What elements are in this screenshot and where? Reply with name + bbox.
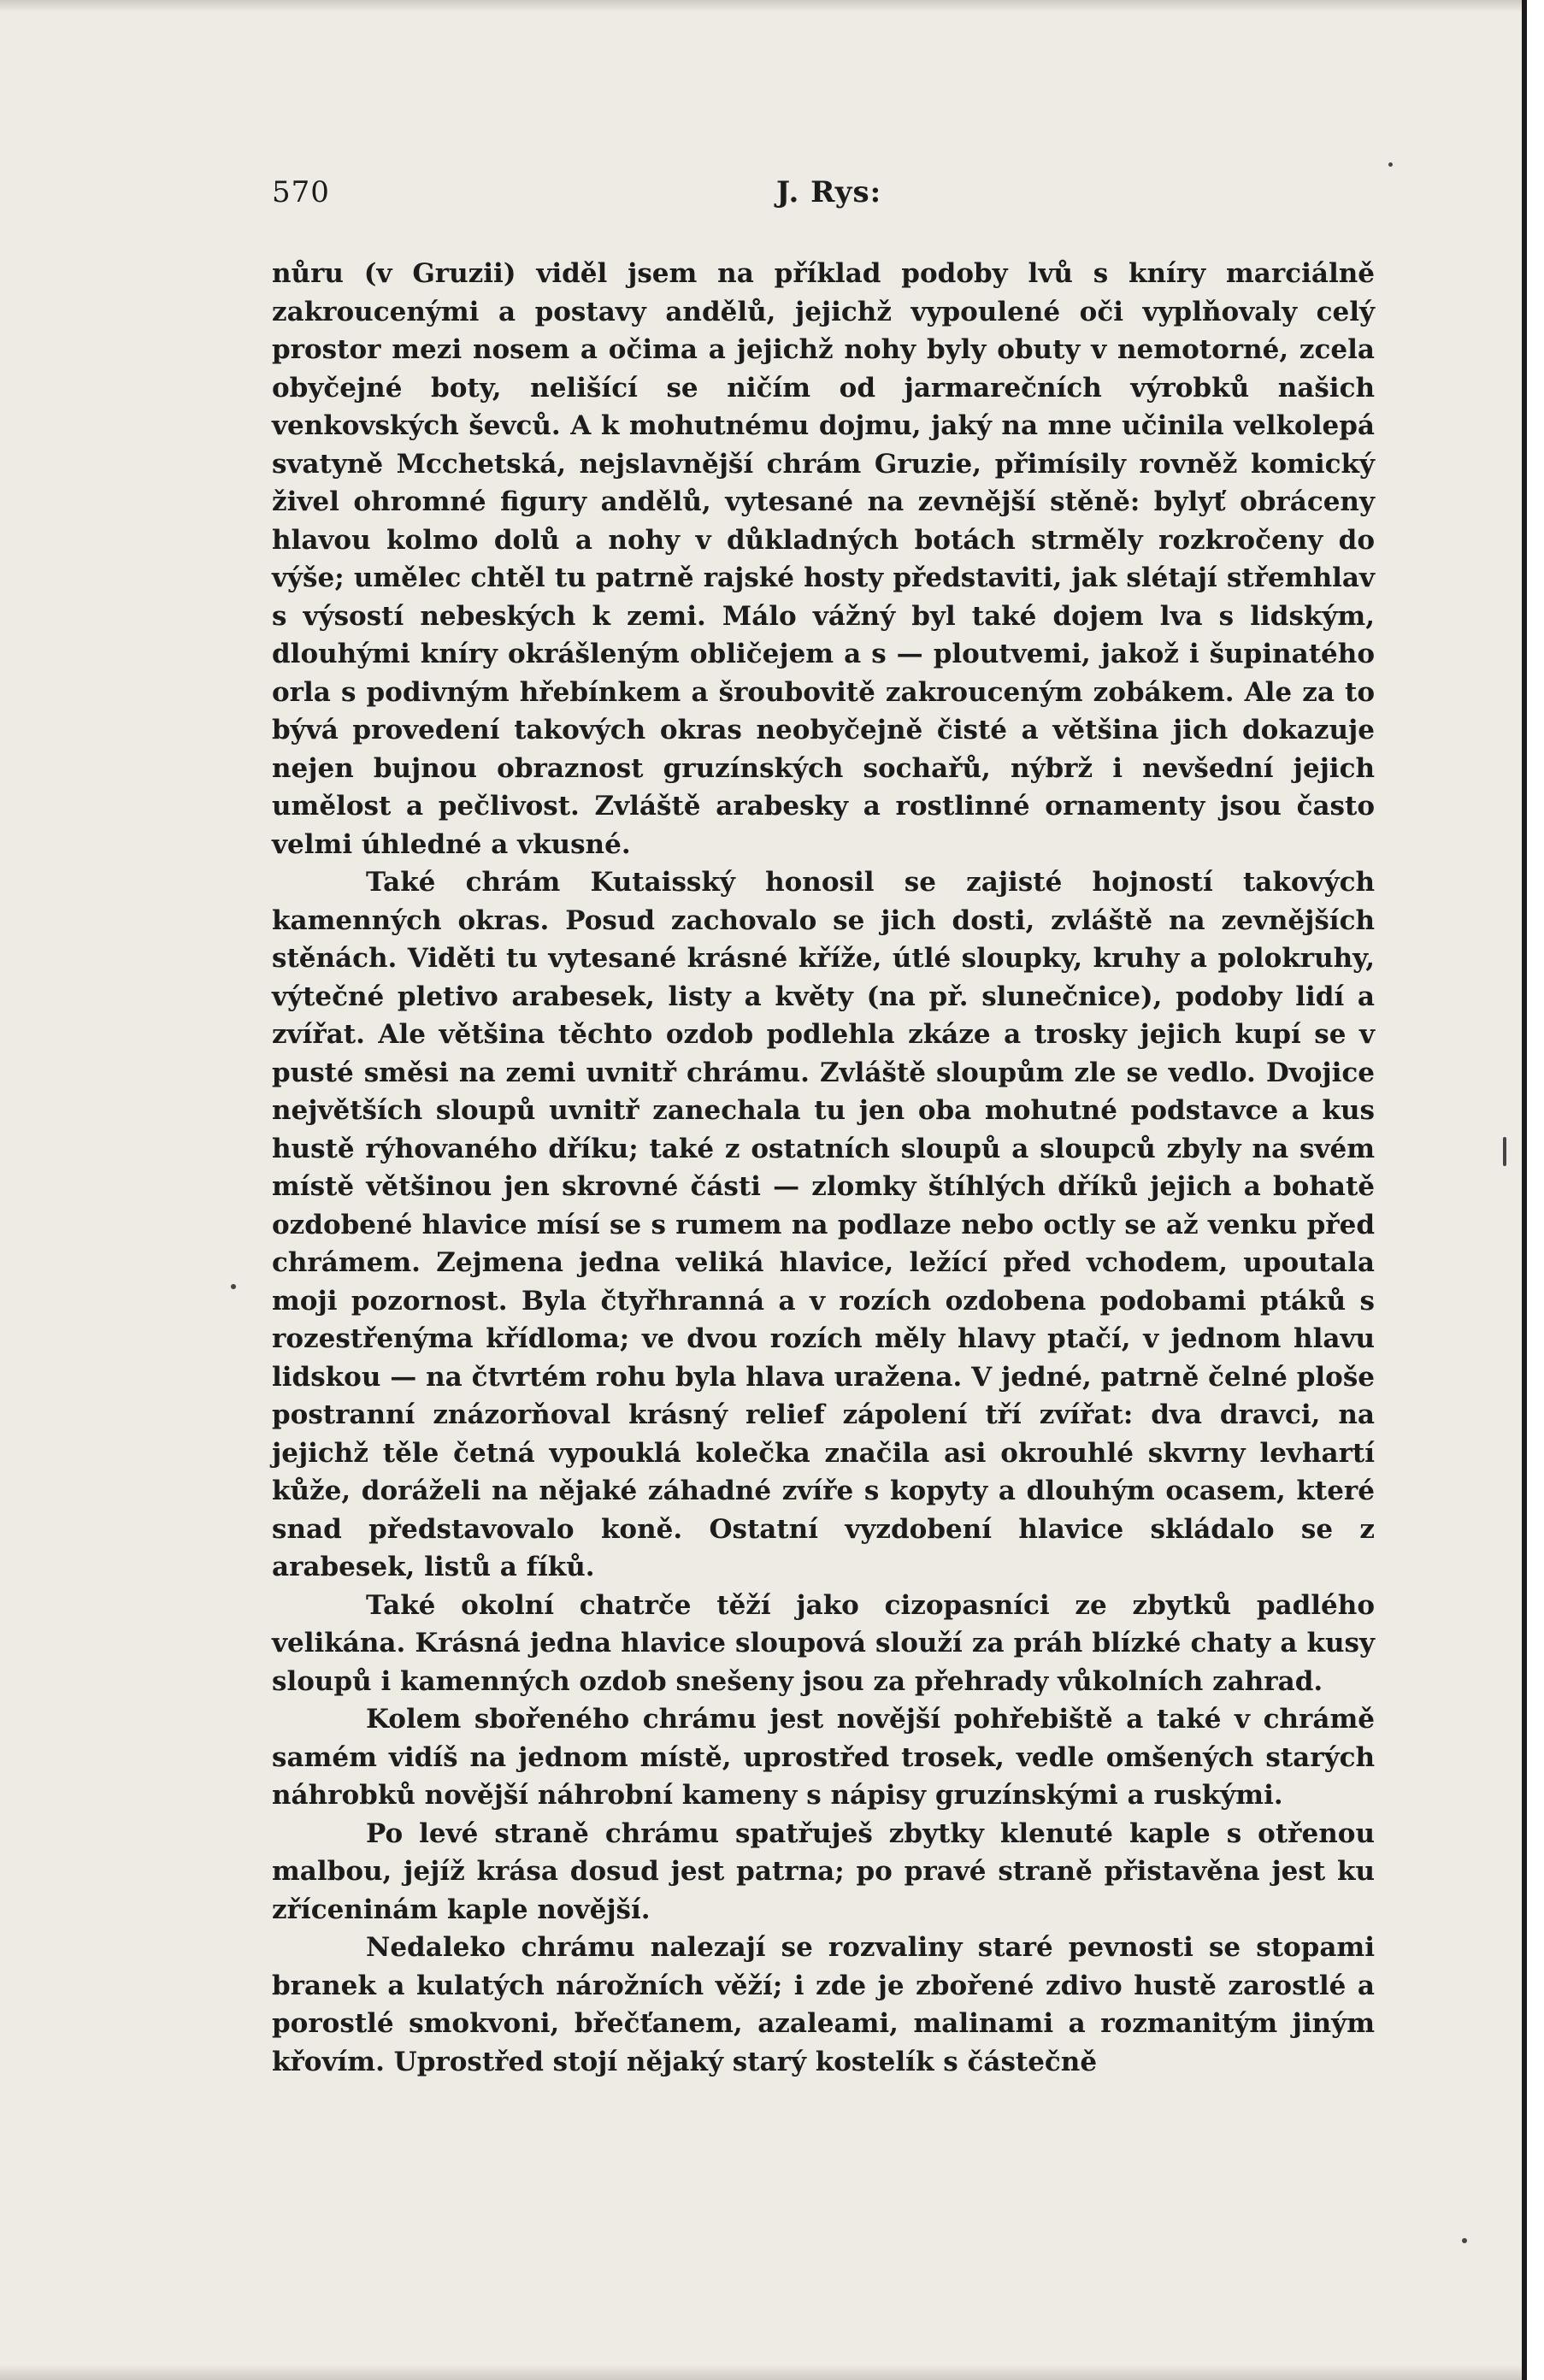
body-text: [272, 255, 1375, 2081]
scan-speck: [1503, 1137, 1506, 1166]
running-head: [272, 175, 1375, 215]
page-number: 570: [272, 175, 330, 209]
paragraph: Po levé straně chrámu spatřuješ zbytky klenuté kaple s otřenou malbou, jejíž krása dosud jest patrna; po pravé straně přistavěna jest ku zříceninám kaple novější.: [272, 1817, 1375, 1925]
paragraph: Nedaleko chrámu nalezají se rozvaliny staré pevnosti se stopami branek a kulatých nárožních věží; i zde je zbořené zdivo hustě zarostlé a porostlé smokvoni, břečťanem, azaleami, malinami a rozmanitým jiným křovím. Uprostřed stojí nějaký starý kostelík s částečně: [272, 1932, 1375, 2077]
paragraph: Také okolní chatrče těží jako cizopasníci ze zbytků padlého velikána. Krásná jedna hlavice sloupová slouží za práh blízké chaty a kusy sloupů i kamenných ozdob snešeny jsou za přehrady vůkolních zahrad.: [272, 1589, 1375, 1697]
scan-speck: [231, 1284, 236, 1289]
paragraph-continued: nůru (v Gruzii) viděl jsem na příklad podoby lvů s kníry marciálně zakroucenými a postavy andělů, jejichž vypoulené oči vyplňovaly celý prostor mezi nosem a očima a jejichž nohy byly obuty v nemotorné, zcela obyčejné boty, nelišící se ničím od jarmarečních výrobků našich venkovských ševců. A k mohutnému dojmu, jaký na mne učinila velkolepá svatyně Mcchetská, nejslavnější chrám Gruzie, přimísily rovněž komický živel ohromné figury andělů, vytesané na zevnější stěně: bylyť obráceny hlavou kolmo dolů a nohy v důkladných botách strměly rozkročeny do výše; umělec chtěl tu patrně rajské hosty představiti, jak slétají střemhlav s výsostí nebeských k zemi. Málo vážný byl také dojem lva s lidským, dlouhými kníry okrášleným obličejem a s — ploutvemi, jakož i šupinatého orla s podivným hřebínkem a šroubovitě zakrouceným zobákem. Ale za to bývá provedení takových okras neobyčejně čisté a většina jich dokazuje nejen bujnou obraznost gruzínských sochařů, nýbrž i nevšední jejich umělost a pečlivost. Zvláště arabesky a rostlinné ornamenty jsou často velmi úhledné a vkusné.: [272, 258, 1375, 860]
paragraph: Také chrám Kutaisský honosil se zajisté hojností takových kamenných okras. Posud zachovalo se jich dosti, zvláště na zevnějších stěnách. Viděti tu vytesané krásné kříže, útlé sloupky, kruhy a polokruhy, výtečné pletivo arabesek, listy a květy (na př. slunečnice), podoby lidí a zvířat. Ale většina těchto ozdob podlehla zkáze a trosky jejich kupí se v pusté směsi na zemi uvnitř chrámu. Zvláště sloupům zle se vedlo. Dvojice největších sloupů uvnitř zanechala tu jen oba mohutné podstavce a kus hustě rýhovaného dříku; také z ostatních sloupů a sloupců zbyly na svém místě většinou jen skrovné části — zlomky štíhlých dříků jejich a bohatě ozdobené hlavice mísí se s rumem na podlaze nebo octly se až venku před chrámem. Zejmena jedna veliká hlavice, ležící před vchodem, upoutala moji pozornost. Byla čtyřhranná a v rozích ozdobena podobami ptáků s rozestřenýma křídloma; ve dvou rozích měly hlavy ptačí, v jednom hlavu lidskou — na čtvrtém rohu byla hlava uražena. V jedné, patrně čelné ploše postranní znázorňoval krásný relief zápolení tří zvířat: dva dravci, na jejichž těle četná vypouklá kolečka značila asi okrouhlé skvrny levhartí kůže, doráželi na nějaké záhadné zvíře s kopyty a dlouhým ocasem, které snad představovalo koně. Ostatní vyzdobení hlavice skládalo se z arabesek, listů a fíků.: [272, 867, 1375, 1582]
scan-speck: [1462, 2238, 1467, 2243]
paragraph: Kolem sbořeného chrámu jest novější pohřebiště a také v chrámě samém vidíš na jednom místě, uprostřed trosek, vedle omšených starých náhrobků novější náhrobní kameny s nápisy gruzínskými a ruskými.: [272, 1704, 1375, 1811]
scan-speck: [1388, 162, 1393, 167]
page-top-shadow: [0, 0, 1522, 12]
author-header: J. Rys:: [776, 175, 882, 209]
page-bottom-shadow: [0, 2365, 1522, 2380]
